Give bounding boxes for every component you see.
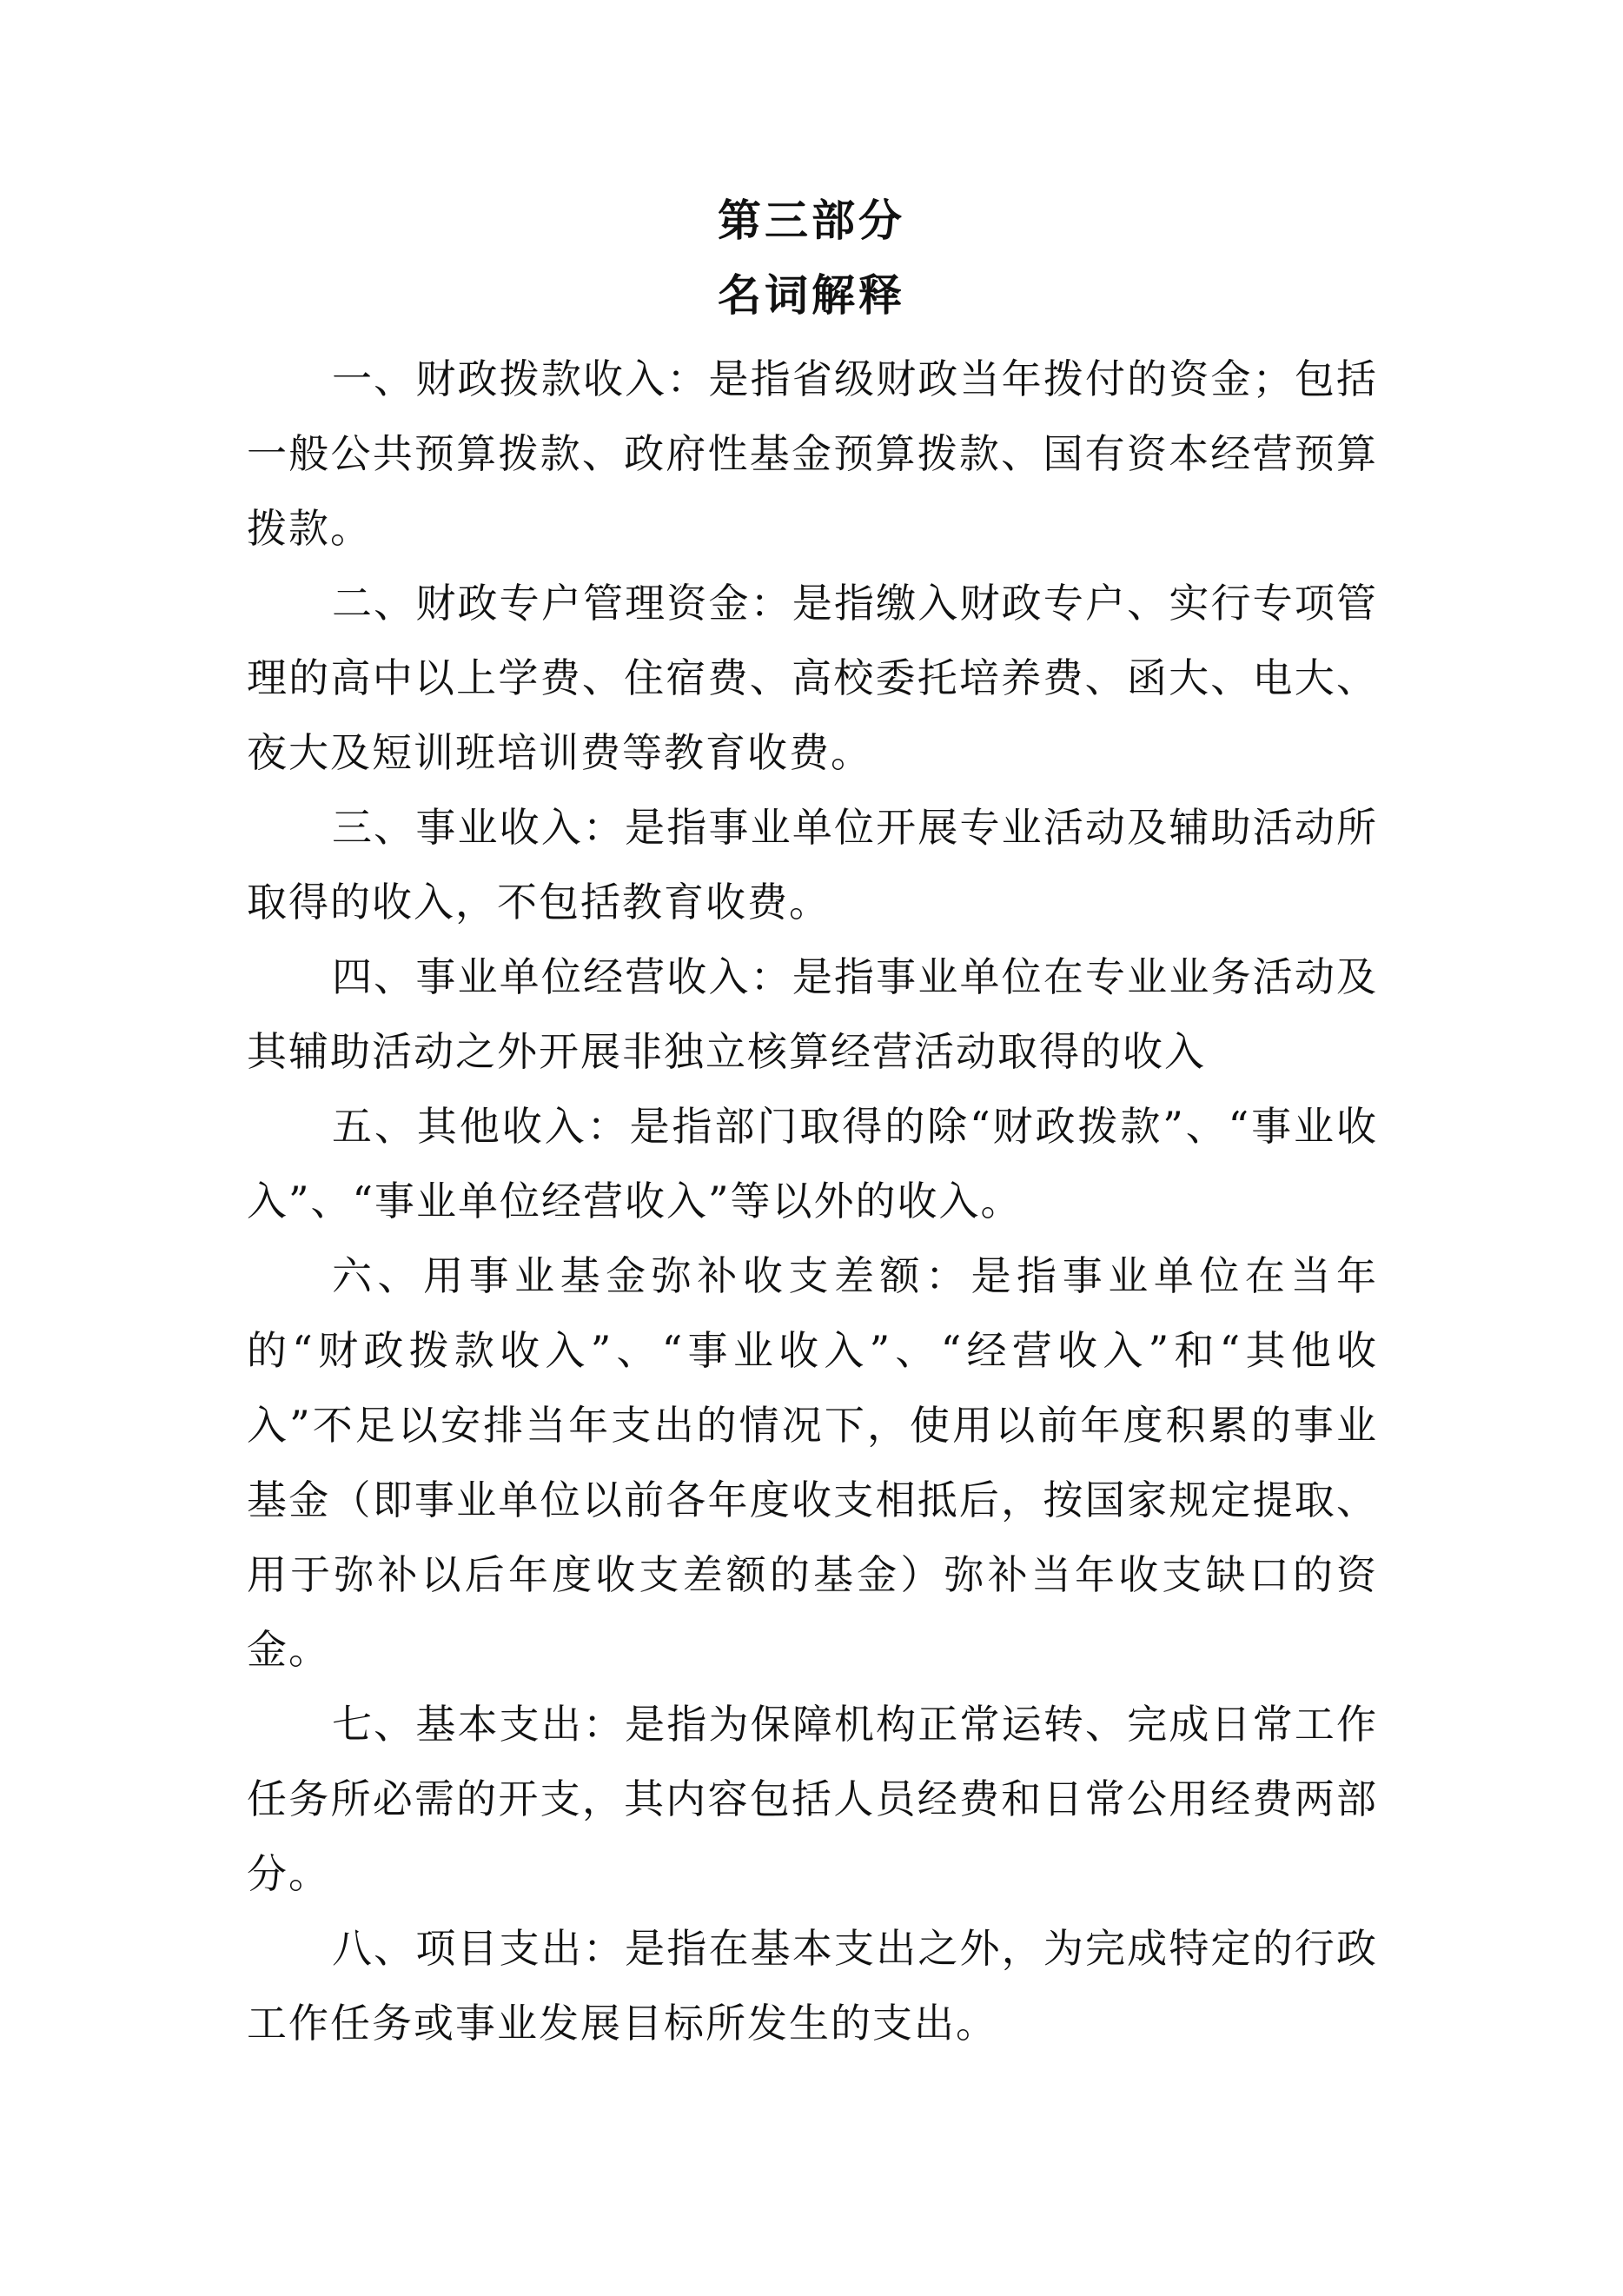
document-body [247, 342, 1378, 2060]
definition-paragraph: 八、项目支出：是指在基本支出之外，为完成特定的行政工作任务或事业发展目标所发生的支出。 [247, 1925, 1378, 2047]
section-title: 名词解释 [718, 270, 905, 321]
definition-paragraph: 五、其他收入：是指部门取得的除“财政拨款”、“事业收入”、“事业单位经营收入”等以外的收入。 [247, 1103, 1378, 1224]
part-title: 第三部分 [718, 196, 905, 246]
definition-paragraph: 四、事业单位经营收入：是指事业单位在专业业务活动及其辅助活动之外开展非独立核算经营活动取得的收入 [247, 953, 1378, 1075]
definition-paragraph: 六、用事业基金弥补收支差额：是指事业单位在当年的“财政拨款收入”、“事业收入”、“经营收入”和“其他收入”不足以安排当年支出的情况下，使用以前年度积累的事业基金（即事业单位以前各年度收支相抵后，按国家规定提取、用于弥补以后年度收支差额的基金）弥补当年收支缺口的资金。 [247, 1252, 1378, 1673]
definition-paragraph: 七、基本支出：是指为保障机构正常运转、完成日常工作任务所必需的开支，其内容包括人员经费和日常公用经费两部分。 [247, 1701, 1378, 1897]
definition-paragraph: 二、财政专户管理资金：是指缴入财政专户、实行专项管理的高中以上学费、住宿费、高校委托培养费、函大、电大、夜大及短训班培训费等教育收费。 [247, 580, 1378, 776]
definition-paragraph: 一、财政拨款收入：是指省级财政当年拨付的资金；包括一般公共预算拨款、政府性基金预算拨款、国有资本经营预算拨款。 [247, 355, 1378, 552]
definition-paragraph: 三、事业收入：是指事业单位开展专业活动及辅助活动所取得的收入，不包括教育收费。 [247, 804, 1378, 926]
